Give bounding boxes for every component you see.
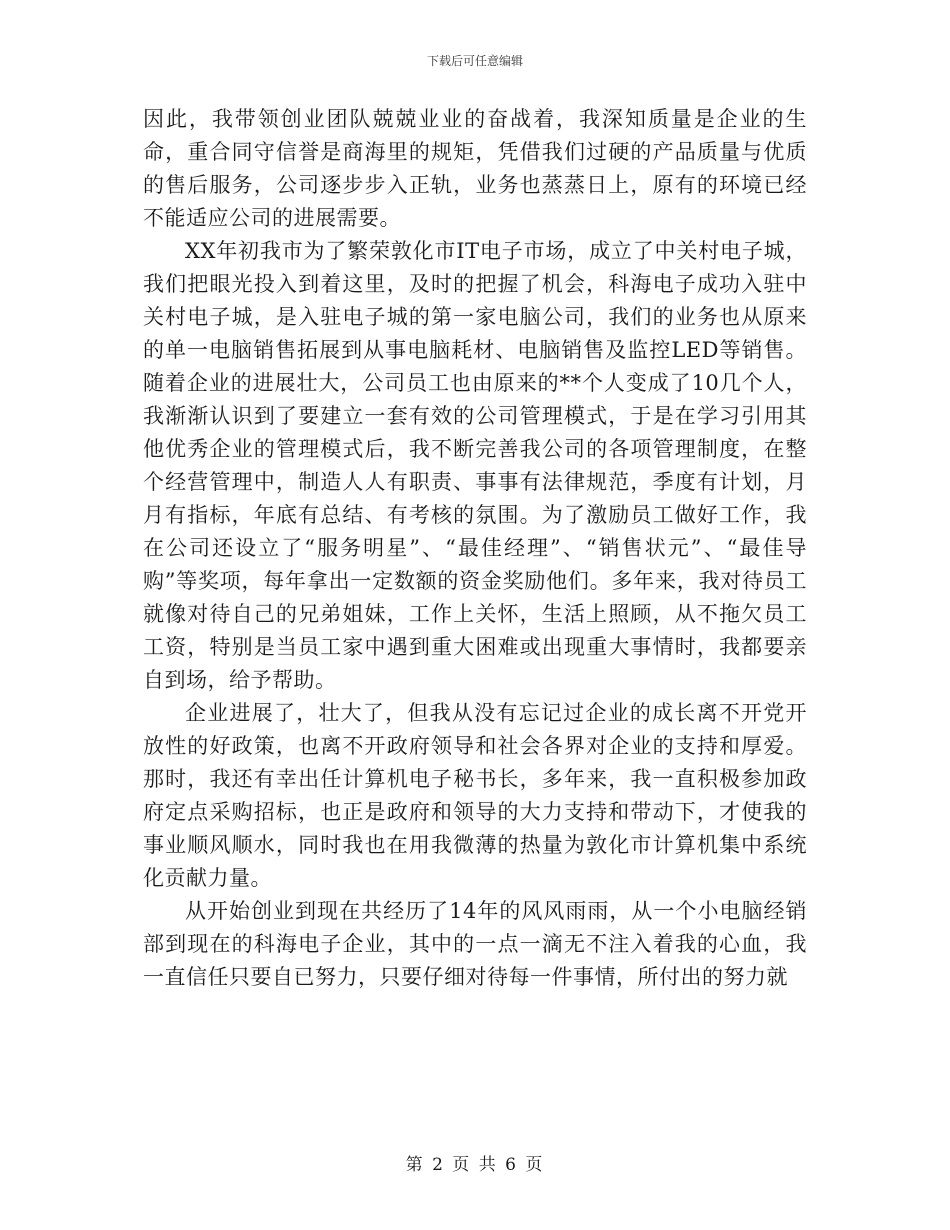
paragraph-2: XX年初我市为了繁荣敦化市IT电子市场，成立了中关村电子城，我们把眼光投入到着这里，及时的把握了机会，科海电子成功入驻中关村电子城，是入驻电子城的第一家电脑公司，我们的业务也从原来的单一电脑销售拓展到从事电脑耗材、电脑销售及监控LED等销售。随着企业的进展壮大，公司员工也由原来的**个人变成了10几个人，我渐渐认识到了要建立一套有效的公司管理模式，于是在学习引用其他优秀企业的管理模式后，我不断完善我公司的各项管理制度，在整个经营管理中，制造人人有职责、事事有法律规范，季度有计划，月月有指标，年底有总结、有考核的氛围。为了激励员工做好工作，我在公司还设立了“服务明星”、“最佳经理”、“销售状元”、“最佳导购”等奖项，每年拿出一定数额的资金奖励他们。多年来，我对待员工就像对待自己的兄弟姐妹，工作上关怀，生活上照顾，从不拖欠员工工资，特别是当员工家中遇到重大困难或出现重大事情时，我都要亲自到场，给予帮助。 xyxy=(143,239,807,692)
document-body xyxy=(143,103,807,994)
page-footer xyxy=(0,1155,950,1175)
paragraph-4: 从开始创业到现在共经历了14年的风风雨雨，从一个小电脑经销部到现在的科海电子企业，其中的一点一滴无不注入着我的心血，我一直信任只要自已努力，只要仔细对待每一件事情，所付出的努力就 xyxy=(143,899,807,989)
header-note: 下载后可任意编辑 xyxy=(426,54,523,68)
paragraph-1: 因此，我带领创业团队兢兢业业的奋战着，我深知质量是企业的生命，重合同守信誉是商海里的规矩，凭借我们过硬的产品质量与优质的售后服务，公司逐步步入正轨，业务也蒸蒸日上，原有的环境已经不能适应公司的进展需要。 xyxy=(143,107,807,230)
paragraph-3: 企业进展了，壮大了，但我从没有忘记过企业的成长离不开党开放性的好政策，也离不开政府领导和社会各界对企业的支持和厚爱。那时，我还有幸出任计算机电子秘书长，多年来，我一直积极参加政府定点采购招标，也正是政府和领导的大力支持和带动下，才使我的事业顺风顺水，同时我也在用我微薄的热量为敦化市计算机集中系统化贡献力量。 xyxy=(143,701,807,890)
page-number: 第 2 页 共 6 页 xyxy=(405,1155,545,1175)
page-header xyxy=(0,53,950,69)
